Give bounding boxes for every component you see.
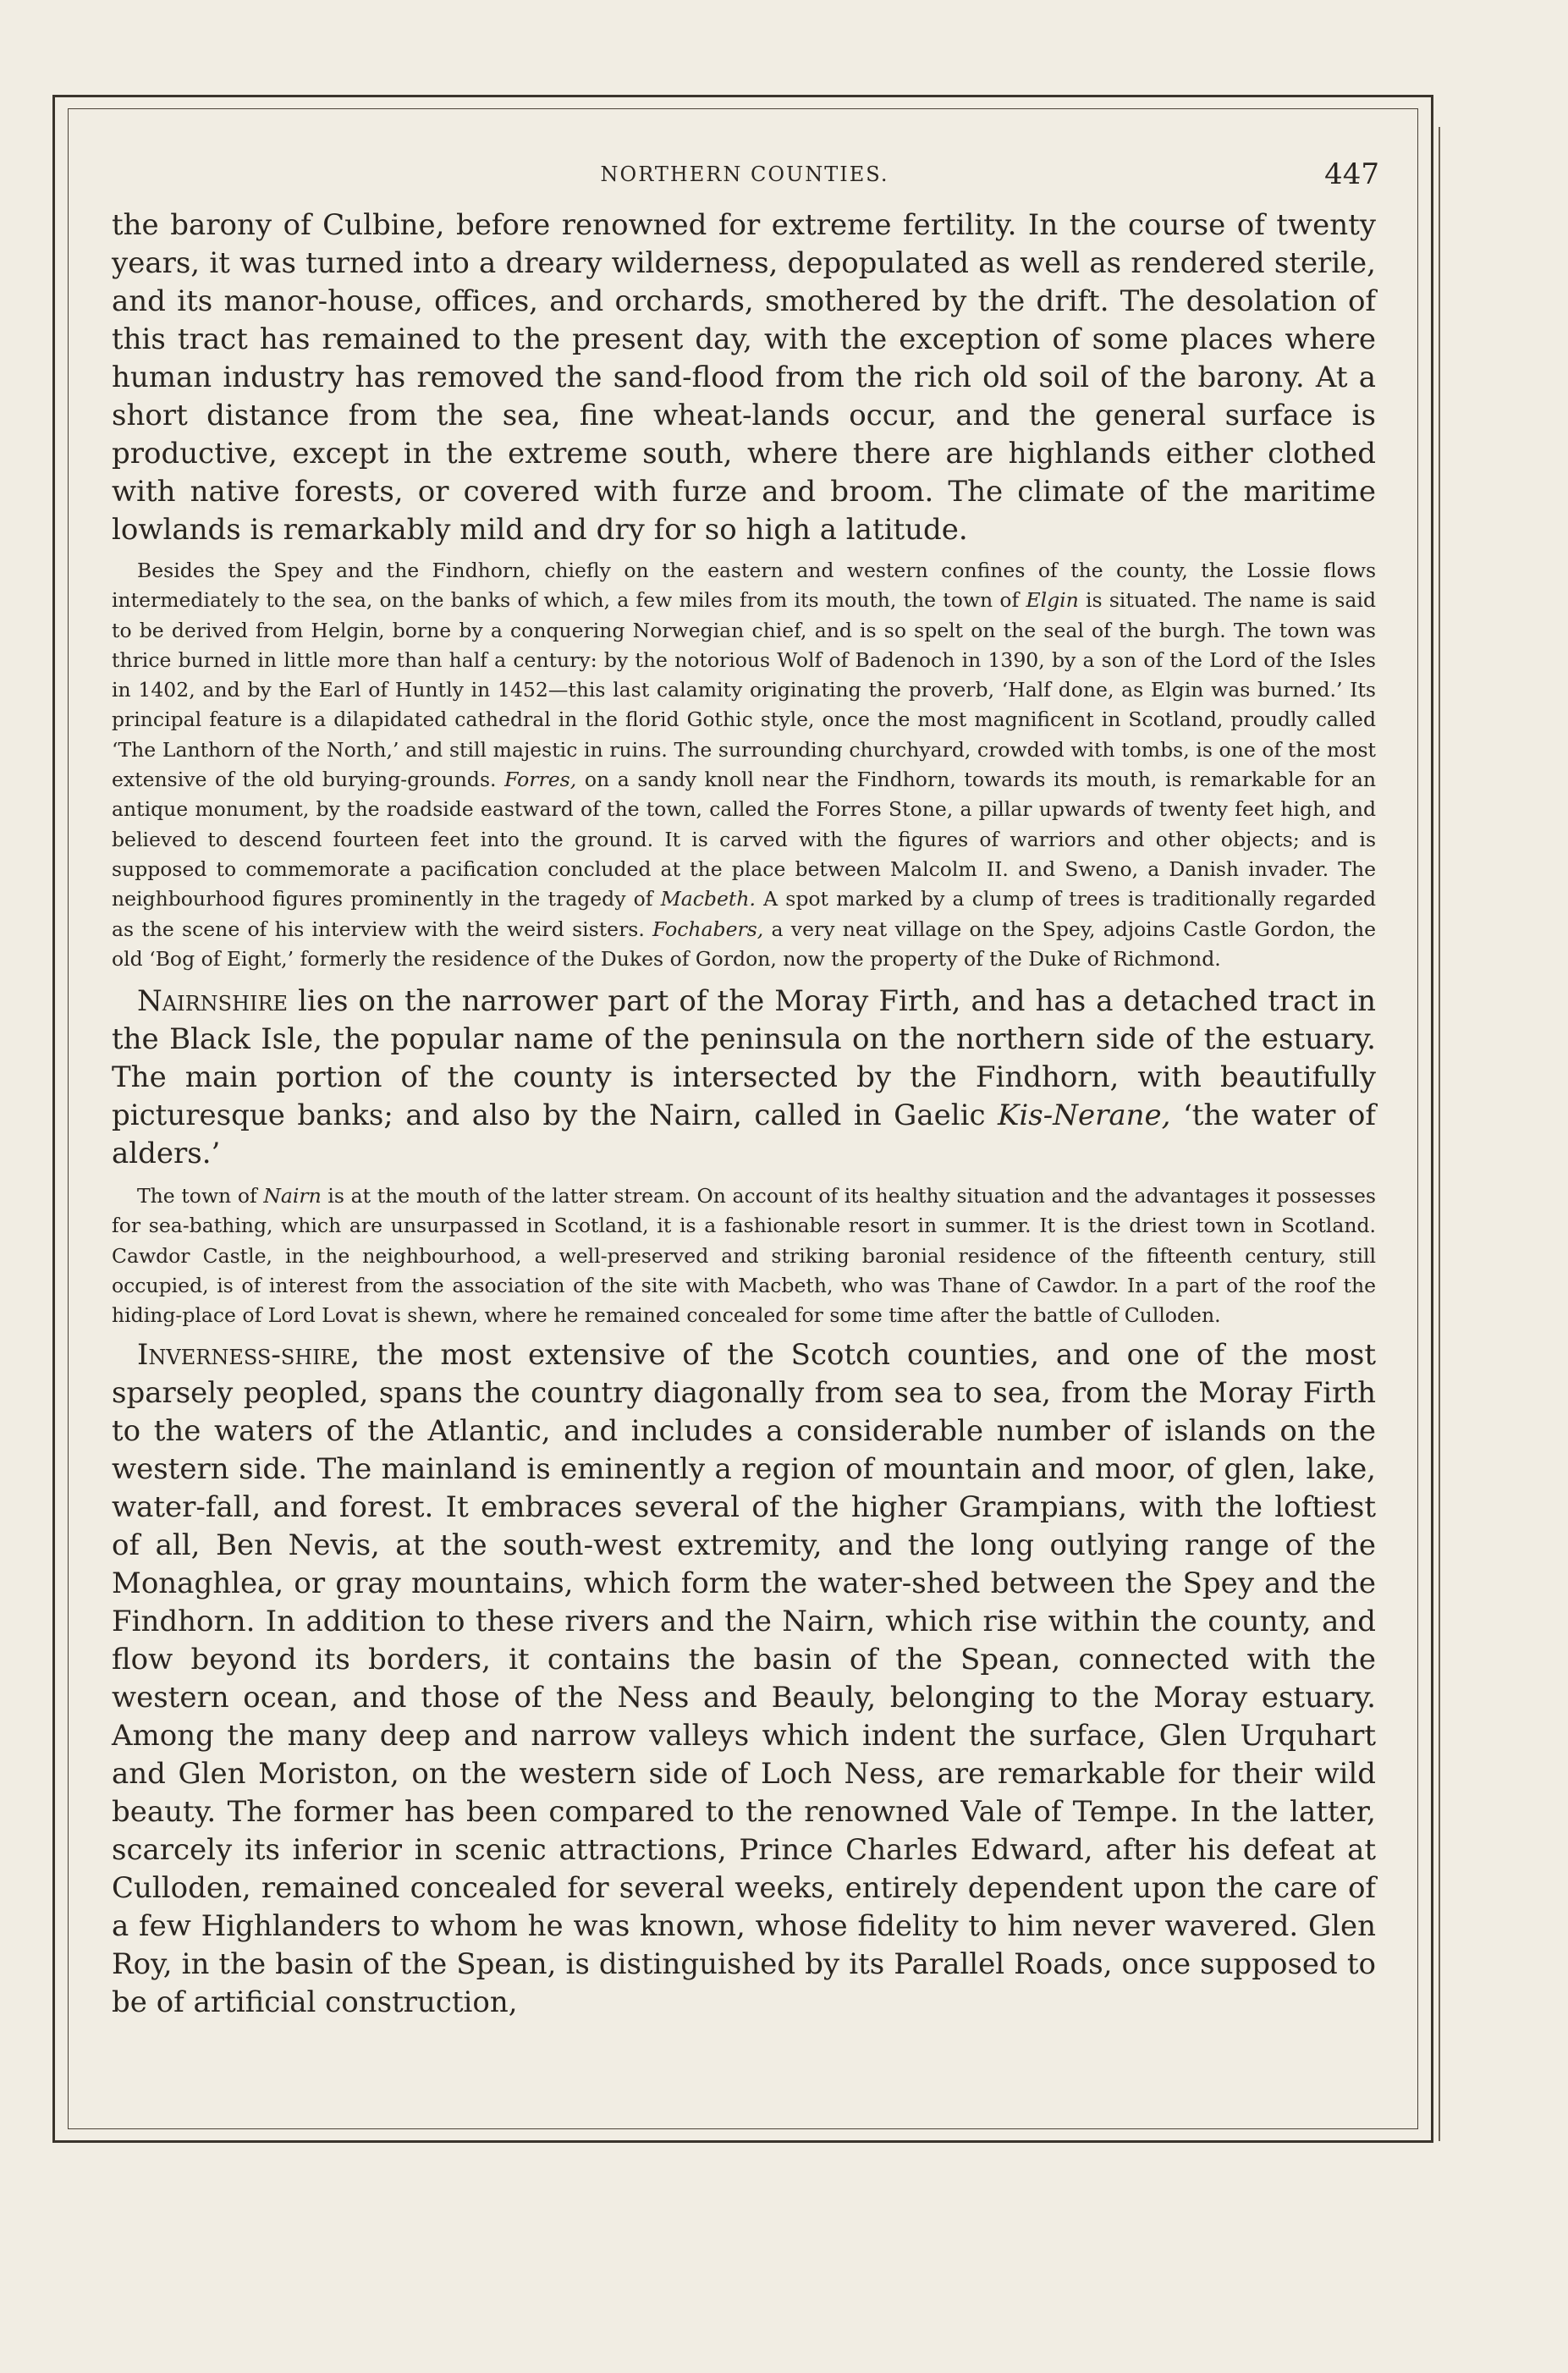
- place-forres: Forres,: [504, 768, 577, 792]
- page-body: [112, 206, 1376, 2022]
- text-run: The town of: [137, 1184, 264, 1209]
- text-run: Besides the Spey and the Findhorn, chiefly on the eastern and western confines of the county, the Lossie flows intermediately to the sea, on the banks of which, a few miles from its mouth, the town of: [112, 559, 1376, 613]
- text-run: a very neat village on the Spey, adjoins Castle Gordon, the old ‘Bog of Eight,’ formerly the residence of the Dukes of Gordon, now the property of the Duke of Richmond.: [112, 917, 1376, 971]
- county-heading-nairnshire: Nairnshire: [137, 984, 289, 1019]
- text-run: is at the mouth of the latter stream. On account of its healthy situation and the advantages it possesses for sea-bathing, which are unsurpassed in Scotland, it is a fashionable resort in summer. It is the driest town in Scotland. Cawdor Castle, in the neighbourhood, a well-preserved and striking baronial residence of the fifteenth century, still occupied, is of interest from the association of the site with Macbeth, who was Thane of Cawdor. In a part of the roof the hiding-place of Lord Lovat is shewn, where he remained concealed for some time after the battle of Culloden.: [112, 1184, 1376, 1328]
- margin-rule: [1439, 127, 1440, 2141]
- place-fochabers: Fochabers,: [652, 917, 764, 941]
- text-run: ‘the water of alders.’: [112, 1098, 1376, 1171]
- gaelic-name: Kis-Nerane,: [998, 1098, 1171, 1133]
- county-heading-inverness-shire: Inverness-shire,: [137, 1337, 360, 1372]
- paragraph-nairnshire: [112, 983, 1376, 1173]
- text-run: lies on the narrower part of the Moray Firth, and has a detached tract in the Black Isle, the popular name of the peninsula on the northern side of the estuary. The main portion of the county is intersected by the Findhorn, with beautifully picturesque banks; and also by the Nairn, called in Gaelic: [112, 984, 1376, 1133]
- title-macbeth: Macbeth.: [660, 887, 756, 911]
- page-header: [110, 159, 1379, 193]
- paragraph-inverness-shire: [112, 1336, 1376, 2022]
- place-elgin: Elgin: [1026, 588, 1079, 613]
- place-nairn: Nairn: [263, 1184, 322, 1209]
- text-run: is situated. The name is said to be derived from Helgin, borne by a conquering Norwegian chief, and is so spelt on the seal of the burgh. The town was thrice burned in little more than half a century: by the notorious Wolf of Badenoch in 1390, by a son of the Lord of the Isles in 1402, and by the Earl of Huntly in 1452—this last calamity originating the proverb, ‘Half done, as Elgin was burned.’ Its principal feature is a dilapidated cathedral in the florid Gothic style, once the most magnificent in Scotland, proudly called ‘The Lanthorn of the North,’ and still majestic in ruins. The surrounding churchyard, crowded with tombs, is one of the most extensive of the old burying-grounds.: [112, 588, 1376, 792]
- running-title: NORTHERN COUNTIES.: [600, 162, 889, 186]
- text-run: on a sandy knoll near the Findhorn, towards its mouth, is remarkable for an antique monument, by the roadside eastward of the town, called the Forres Stone, a pillar upwards of twenty feet high, and believed to descend fourteen feet into the ground. It is carved with the figures of warriors and other objects; and is supposed to commemorate a pacification concluded at the place between Malcolm II. and Sweno, a Danish invader. The neighbourhood figures prominently in the tragedy of: [112, 768, 1376, 911]
- paragraph-nairn-town: [112, 1181, 1376, 1330]
- paragraph-elgin: [112, 556, 1376, 974]
- text-run: the most extensive of the Scotch counties, and one of the most sparsely peopled, spans the country diagonally from sea to sea, from the Moray Firth to the waters of the Atlantic, and includes a considerable number of islands on the western side. The mainland is eminently a region of mountain and moor, of glen, lake, water-fall, and forest. It embraces several of the higher Grampians, with the loftiest of all, Ben Nevis, at the south-west extremity, and the long outlying range of the Monaghlea, or gray mountains, which form the water-shed between the Spey and the Findhorn. In addition to these rivers and the Nairn, which rise within the county, and flow beyond its borders, it contains the basin of the Spean, connected with the western ocean, and those of the Ness and Beauly, belonging to the Moray estuary. Among the many deep and narrow valleys which indent the surface, Glen Urquhart and Glen Moriston, on the western side of Loch Ness, are remarkable for their wild beauty. The former has been compared to the renowned Vale of Tempe. In the latter, scarcely its inferior in scenic attractions, Prince Charles Edward, after his defeat at Culloden, remained concealed for several weeks, entirely dependent upon the care of a few Highlanders to whom he was known, whose fidelity to him never wavered. Glen Roy, in the basin of the Spean, is distinguished by its Parallel Roads, once supposed to be of artificial construction,: [112, 1337, 1376, 2019]
- text-run: A spot marked by a clump of trees is traditionally regarded as the scene of his interview with the weird sisters.: [112, 887, 1376, 941]
- paragraph-culbine: the barony of Culbine, before renowned for extreme fertility. In the course of twenty years, it was turned into a dreary wilderness, depopulated as well as rendered sterile, and its manor-house, offices, and orchards, smothered by the drift. The desolation of this tract has remained to the present day, with the exception of some places where human industry has removed the sand-flood from the rich old soil of the barony. At a short distance from the sea, fine wheat-lands occur, and the general surface is productive, except in the extreme south, where there are highlands either clothed with native forests, or covered with furze and broom. The climate of the maritime lowlands is remarkably mild and dry for so high a latitude.: [112, 208, 1376, 547]
- page-number: 447: [1324, 157, 1379, 191]
